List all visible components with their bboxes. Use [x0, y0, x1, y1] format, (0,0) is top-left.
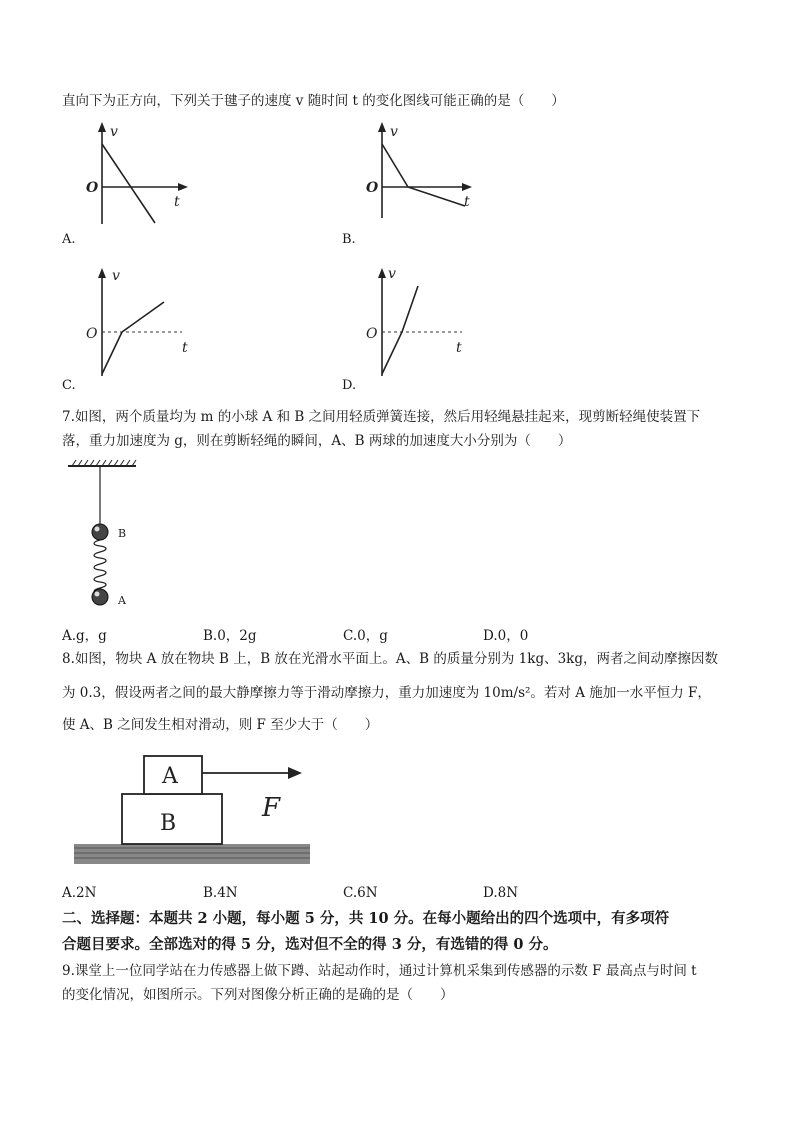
- q8-option-a: A.2N: [62, 885, 97, 901]
- ball-b-label: B: [118, 527, 127, 540]
- graph-d-line: [382, 286, 418, 374]
- q8-option-b: B.4N: [203, 885, 238, 901]
- q7-stem-line1: 7.如图，两个质量均为 m 的小球 A 和 B 之间用轻质弹簧连接，然后用轻绳悬挂起来，现剪断轻绳使装置下: [62, 409, 701, 425]
- graph-c-t-label: t: [182, 340, 188, 356]
- force-arrow-head: [288, 767, 302, 779]
- section2-line1: 二、选择题：本题共 2 小题，每小题 5 分，共 10 分。在每小题给出的四个选项中，有多项符: [62, 910, 670, 927]
- spring: [94, 540, 106, 594]
- graph-c-v-arrow: [98, 268, 106, 278]
- graph-b-t-label: t: [464, 194, 470, 210]
- graph-d-t-label: t: [456, 340, 462, 356]
- block-a-label: A: [162, 764, 178, 789]
- q6-stem: 直向下为正方向，下列关于毽子的速度 v 随时间 t 的变化图线可能正确的是（ ）: [62, 93, 565, 109]
- q8-stem-line2: 为 0.3，假设两者之间的最大静摩擦力等于滑动摩擦力，重力加速度为 10m/s²。若对 A 施加一水平恒力 F，: [62, 685, 711, 701]
- graph-a-t-arrow: [178, 183, 188, 191]
- graph-a-origin: O: [86, 180, 99, 196]
- graph-b-line: [382, 144, 465, 206]
- graph-a-t-label: t: [174, 194, 180, 210]
- graph-d-v-label: v: [388, 266, 396, 282]
- graph-a-v-arrow: [98, 122, 106, 132]
- q7-stem-line2: 落，重力加速度为 g，则在剪断轻绳的瞬间，A、B 两球的加速度大小分别为（ ）: [62, 433, 572, 449]
- spring-diagram: [64, 458, 154, 610]
- q7-option-b: B.0，2g: [203, 628, 257, 644]
- ball-b: [92, 524, 108, 540]
- graph-a: [80, 120, 200, 230]
- graph-a-v-label: v: [110, 124, 118, 140]
- q7-option-d: D.0，0: [483, 628, 529, 644]
- graph-b-origin: O: [366, 180, 379, 196]
- graph-c: [82, 262, 202, 380]
- graph-d-label: D.: [342, 378, 357, 393]
- graph-a-line: [102, 144, 155, 223]
- graph-c-line: [102, 302, 164, 374]
- q8-stem-line3: 使 A、B 之间发生相对滑动，则 F 至少大于（ ）: [62, 717, 379, 733]
- graph-a-label: A.: [62, 232, 76, 247]
- graph-c-origin: O: [86, 326, 98, 342]
- graph-b-label: B.: [342, 232, 356, 247]
- graph-b-v-label: v: [390, 124, 398, 140]
- q7-option-a: A.g，g: [62, 628, 107, 644]
- block-b-label: B: [160, 811, 177, 836]
- q8-option-c: C.6N: [343, 885, 378, 901]
- force-label: F: [262, 793, 281, 823]
- q9-line1: 9.课堂上一位同学站在力传感器上做下蹲、站起动作时，通过计算机采集到传感器的示数 F 最高点与时间 t: [62, 963, 697, 979]
- q9-line2: 的变化情况，如图所示。下列对图像分析正确的是确的是（ ）: [62, 987, 454, 1003]
- ball-a: [92, 589, 108, 605]
- block-diagram: [74, 752, 314, 872]
- q8-option-d: D.8N: [483, 885, 519, 901]
- q7-option-c: C.0，g: [343, 628, 388, 644]
- graph-c-label: C.: [62, 378, 76, 393]
- section2-line2: 合题目要求。全部选对的得 5 分，选对但不全的得 3 分，有选错的得 0 分。: [62, 936, 558, 953]
- q8-stem-line1: 8.如图，物块 A 放在物块 B 上，B 放在光滑水平面上。A、B 的质量分别为 1kg、3kg，两者之间动摩擦因数: [62, 651, 719, 667]
- graph-b-v-arrow: [378, 122, 386, 132]
- graph-d-v-arrow: [378, 268, 386, 278]
- graph-b: [360, 120, 480, 220]
- graph-d-origin: O: [366, 326, 378, 342]
- ground: [74, 844, 310, 864]
- graph-b-t-arrow: [462, 183, 472, 191]
- graph-d: [362, 262, 482, 380]
- graph-c-v-label: v: [112, 268, 120, 284]
- ball-a-label: A: [118, 594, 126, 607]
